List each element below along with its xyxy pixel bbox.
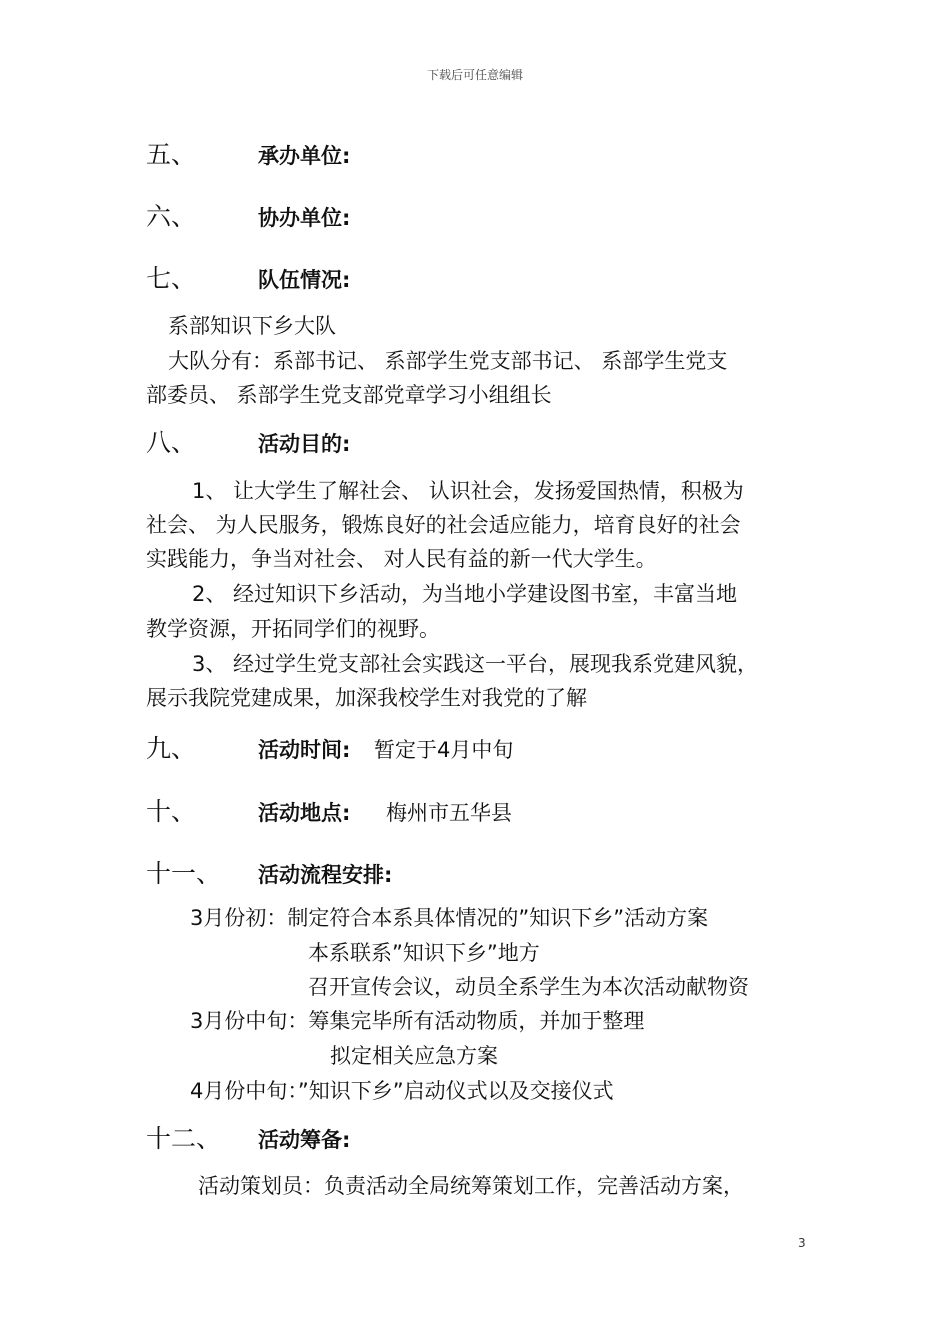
purpose-1-line-3: 实践能力，争当对社会、 对人民有益的新一代大学生。 [146,547,657,571]
section-11-title: 活动流程安排: [258,863,393,887]
team-roles-line-1: 大队分有：系部书记、 系部学生党支部书记、 系部学生党支 [168,349,728,373]
activity-time: 暂定于4月中旬 [374,738,514,762]
section-5-number: 五、 [146,140,197,169]
section-6-number: 六、 [146,202,197,231]
activity-location: 梅州市五华县 [386,801,512,825]
section-12-title: 活动筹备: [258,1128,351,1152]
section-10-title: 活动地点: [258,801,351,825]
section-10-number: 十、 [146,797,197,826]
section-11-number: 十一、 [146,859,222,888]
team-name: 系部知识下乡大队 [168,314,336,338]
purpose-1-line-2: 社会、 为人民服务，锻炼良好的社会适应能力，培育良好的社会 [146,513,741,537]
purpose-2-line-1: 2、 经过知识下乡活动，为当地小学建设图书室，丰富当地 [192,582,738,606]
section-8-title: 活动目的: [258,432,351,456]
purpose-3-line-1: 3、 经过学生党支部社会实践这一平台，展现我系党建风貌， [192,652,759,676]
schedule-line-6: 4月份中旬：”知识下乡”启动仪式以及交接仪式 [190,1079,614,1103]
schedule-line-2: 本系联系”知识下乡”地方 [308,941,540,965]
section-9-title: 活动时间: [258,738,351,762]
schedule-line-4: 3月份中旬：筹集完毕所有活动物质，并加于整理 [190,1009,645,1033]
section-9-number: 九、 [146,734,197,763]
section-8-number: 八、 [146,428,197,457]
preparation-line-1: 活动策划员：负责活动全局统筹策划工作，完善活动方案， [198,1174,744,1198]
page-header: 下载后可任意编辑 [426,68,523,82]
schedule-line-1: 3月份初：制定符合本系具体情况的”知识下乡”活动方案 [190,906,709,930]
section-6-title: 协办单位: [258,206,351,230]
section-7-title: 队伍情况: [258,268,351,292]
page-number: 3 [798,1236,806,1250]
schedule-line-5: 拟定相关应急方案 [330,1044,498,1068]
purpose-2-line-2: 教学资源，开拓同学们的视野。 [146,617,440,641]
purpose-1-line-1: 1、 让大学生了解社会、 认识社会，发扬爱国热情，积极为 [192,479,744,503]
section-7-number: 七、 [146,264,197,293]
purpose-3-line-2: 展示我院党建成果，加深我校学生对我党的了解 [146,686,587,710]
section-12-number: 十二、 [146,1124,222,1153]
team-roles-line-2: 部委员、 系部学生党支部党章学习小组组长 [146,383,552,407]
section-5-title: 承办单位: [258,144,351,168]
schedule-line-3: 召开宣传会议，动员全系学生为本次活动献物资 [308,975,749,999]
